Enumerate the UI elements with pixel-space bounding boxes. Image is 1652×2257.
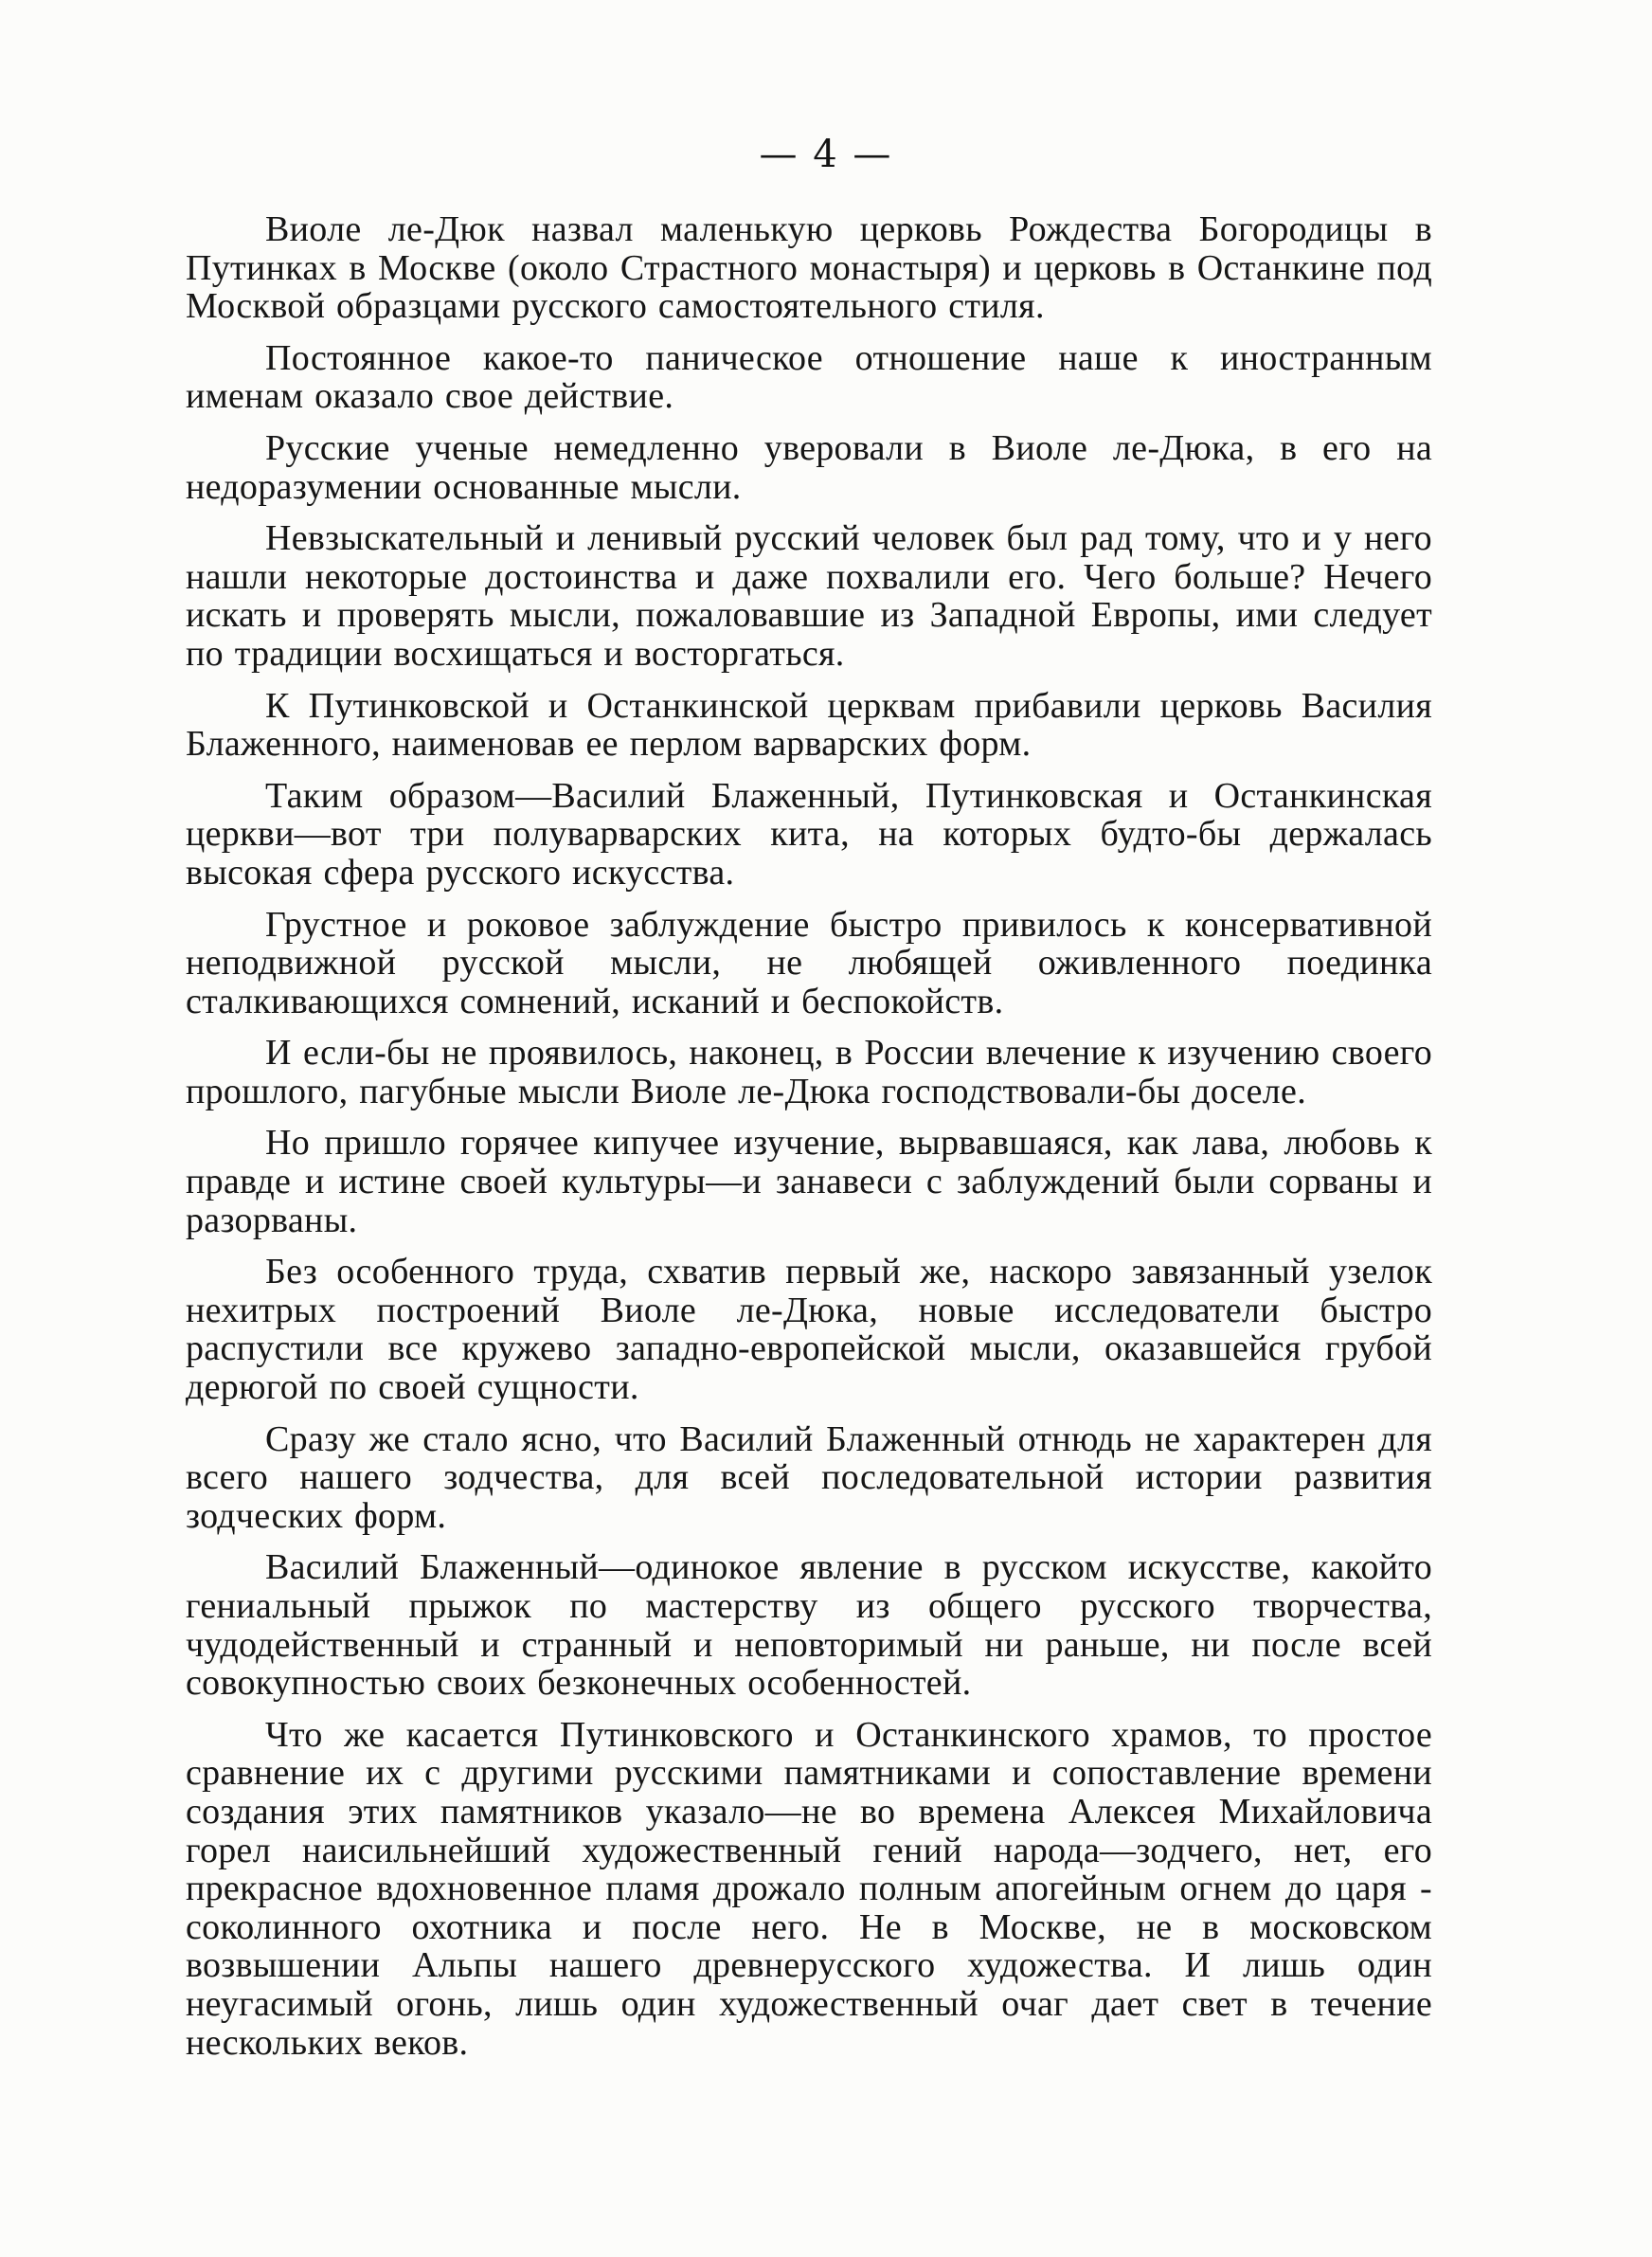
paragraph: К Путинковской и Останкинской церквам прибавили церковь Василия Блаженного, наименовав ее перлом варварских форм.	[186, 685, 1432, 765]
paragraph: Русские ученые немедленно уверовали в Виоле ле-Дюка, в его на недоразумении основанные мысли.	[186, 427, 1432, 507]
paragraph: Постоянное какое-то паническое отношение наше к иностранным именам оказало свое действие.	[186, 337, 1432, 417]
paragraph: Василий Блаженный—одинокое явление в русском искусстве, какойто гениальный прыжок по мастерству из общего русского творчества, чудодейственный и странный и неповторимый ни раньше, ни после всей совокупностью своих безконечных особенностей.	[186, 1547, 1432, 1704]
paragraph: Но пришло горячее кипучее изучение, вырвавшаяся, как лава, любовь к правде и истине своей культуры—и занавеси с заблуждений были сорваны и разорваны.	[186, 1123, 1432, 1240]
paragraph: Что же касается Путинковского и Останкинского храмов, то простое сравнение их с другими русскими памятниками и сопоставление времени создания этих памятников указало—не во времена Алексея Михайловича горел наисильнейший художественный гений народа—зодчего, нет, его прекрасное вдохновенное пламя дрожало полным апогейным огнем до царя - соколинного охотника и после него. Не в Москве, не в московском возвышении Альпы нашего древнерусского художества. И лишь один неугасимый огонь, лишь один художественный очаг дает свет в течение нескольких веков.	[186, 1714, 1432, 2063]
paragraph: Сразу же стало ясно, что Василий Блаженный отнюдь не характерен для всего нашего зодчества, для всей последовательной истории развития зодческих форм.	[186, 1418, 1432, 1536]
paragraph: Без особенного труда, схватив первый же, наскоро завязанный узелок нехитрых построений Виоле ле-Дюка, новые исследователи быстро распустили все кружево западно-европейской мысли, оказавшейся грубой дерюгой по своей сущности.	[186, 1252, 1432, 1408]
paragraph: И если-бы не проявилось, наконец, в России влечение к изучению своего прошлого, пагубные мысли Виоле ле-Дюка господствовали-бы доселе.	[186, 1033, 1432, 1111]
paragraph: Грустное и роковое заблуждение быстро привилось к консервативной неподвижной русской мысли, не любящей оживленного поединка сталкивающихся сомнений, исканий и беспокойств.	[186, 904, 1432, 1021]
body-text	[186, 210, 1432, 2062]
paragraph: Виоле ле-Дюк назвал маленькую церковь Рождества Богородицы в Путинках в Москве (около Страстного монастыря) и церковь в Останкине под Москвой образцами русского самостоятельного стиля.	[186, 209, 1432, 327]
page-number: — 4 —	[759, 133, 893, 176]
paragraph: Невзыскательный и ленивый русский человек был рад тому, что и у него нашли некоторые достоинства и даже похвалили его. Чего больше? Нечего искать и проверять мысли, пожаловавшие из Западной Европы, ими следует по традиции восхищаться и восторгаться.	[186, 518, 1432, 674]
paragraph: Таким образом—Василий Блаженный, Путинковская и Останкинская церкви—вот три полуварварских кита, на которых будто-бы держалась высокая сфера русского искусства.	[186, 775, 1432, 893]
